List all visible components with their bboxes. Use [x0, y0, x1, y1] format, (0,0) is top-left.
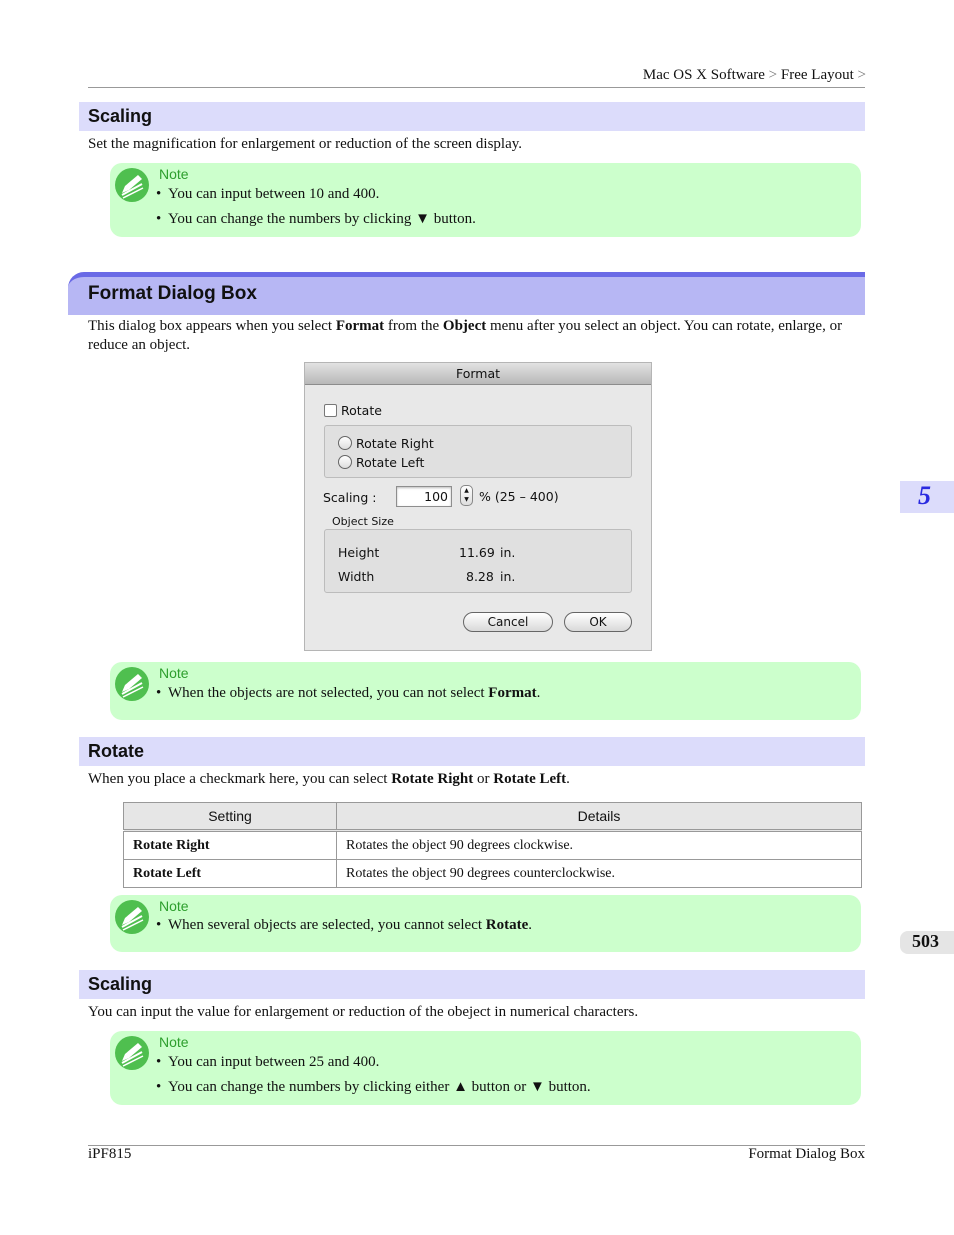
page-number-tab [900, 931, 954, 954]
breadcrumb-separator: > [857, 67, 866, 83]
rotate-label: Rotate [341, 403, 382, 418]
section-text: You can input the value for enlargement or reduction of the obeject in numerical characters. [88, 1004, 639, 1020]
table-header-row [124, 803, 862, 831]
scaling-input[interactable]: 100 [396, 486, 452, 507]
height-unit: in. [500, 545, 516, 560]
scaling-label: Scaling : [323, 490, 377, 505]
table-row [124, 831, 862, 860]
footer-product: iPF815 [88, 1146, 132, 1162]
note-box [110, 163, 861, 237]
chapter-heading [68, 272, 865, 315]
column-header: Setting [124, 803, 337, 831]
object-size-label: Object Size [332, 515, 394, 528]
rotate-left-radio[interactable] [338, 455, 352, 469]
note-box [110, 895, 861, 952]
table-cell: Rotate Right [124, 831, 337, 860]
height-value: 11.69 [459, 545, 495, 560]
table-cell: Rotate Left [124, 860, 337, 888]
table-cell: Rotates the object 90 degrees clockwise. [337, 831, 862, 860]
section-text: Set the magnification for enlargement or reduction of the screen display. [88, 136, 523, 152]
breadcrumb [643, 67, 866, 84]
column-header: Details [337, 803, 862, 831]
section-title: Scaling [88, 106, 153, 126]
note-item: • You can change the numbers by clicking either ▲ button or ▼ button. [156, 1079, 591, 1095]
section-title: Rotate [88, 741, 145, 761]
breadcrumb-separator: > [768, 67, 778, 83]
rotate-options-group [324, 425, 632, 478]
note-label: Note [159, 166, 189, 182]
cancel-button[interactable]: Cancel [463, 612, 553, 632]
pencil-icon [115, 667, 149, 701]
note-label: Note [159, 898, 189, 914]
format-dialog [304, 362, 652, 651]
chapter-text: This dialog box appears when you select Format from the Object menu after you select an object. You can rotate, enlarge, or reduce an object. [88, 318, 843, 353]
width-unit: in. [500, 569, 516, 584]
rotate-left-label: Rotate Left [356, 455, 425, 470]
width-value: 8.28 [466, 569, 494, 584]
chapter-number: 5 [918, 481, 931, 510]
note-item: • You can change the numbers by clicking ▼ button. [156, 211, 476, 227]
note-box [110, 662, 861, 720]
rotate-right-label: Rotate Right [356, 436, 434, 451]
section-title: Scaling [88, 974, 153, 994]
rotate-right-radio[interactable] [338, 436, 352, 450]
section-text: When you place a checkmark here, you can select Rotate Right or Rotate Left. [88, 771, 570, 787]
page-number: 503 [912, 931, 939, 951]
header-rule [88, 87, 865, 88]
note-item: • When the objects are not selected, you can not select Format. [156, 685, 541, 701]
section-heading-rotate [79, 737, 865, 766]
pencil-icon [115, 1036, 149, 1070]
table-row [124, 860, 862, 888]
rotate-checkbox[interactable] [324, 404, 337, 417]
breadcrumb-item[interactable]: Free Layout [780, 67, 854, 83]
dialog-title: Format [305, 363, 651, 385]
pencil-icon [115, 900, 149, 934]
object-size-group [324, 529, 632, 593]
footer-section: Format Dialog Box [748, 1146, 865, 1162]
height-label: Height [338, 545, 380, 560]
scaling-range: % (25 – 400) [479, 489, 559, 504]
table-cell: Rotates the object 90 degrees counterclockwise. [337, 860, 862, 888]
section-heading-scaling [79, 102, 865, 131]
ok-button[interactable]: OK [564, 612, 632, 632]
width-label: Width [338, 569, 375, 584]
note-box [110, 1031, 861, 1105]
note-item: • When several objects are selected, you cannot select Rotate. [156, 917, 533, 933]
note-item: • You can input between 25 and 400. [156, 1054, 380, 1070]
scaling-stepper[interactable]: ▲ ▼ [460, 485, 473, 506]
note-label: Note [159, 665, 189, 681]
note-item: • You can input between 10 and 400. [156, 186, 380, 202]
settings-table [123, 802, 862, 888]
section-heading-scaling [79, 970, 865, 999]
chapter-title: Format Dialog Box [88, 283, 257, 304]
note-label: Note [159, 1034, 189, 1050]
chapter-tab[interactable] [900, 481, 954, 513]
pencil-icon [115, 168, 149, 202]
breadcrumb-item[interactable]: Mac OS X Software [642, 67, 765, 83]
